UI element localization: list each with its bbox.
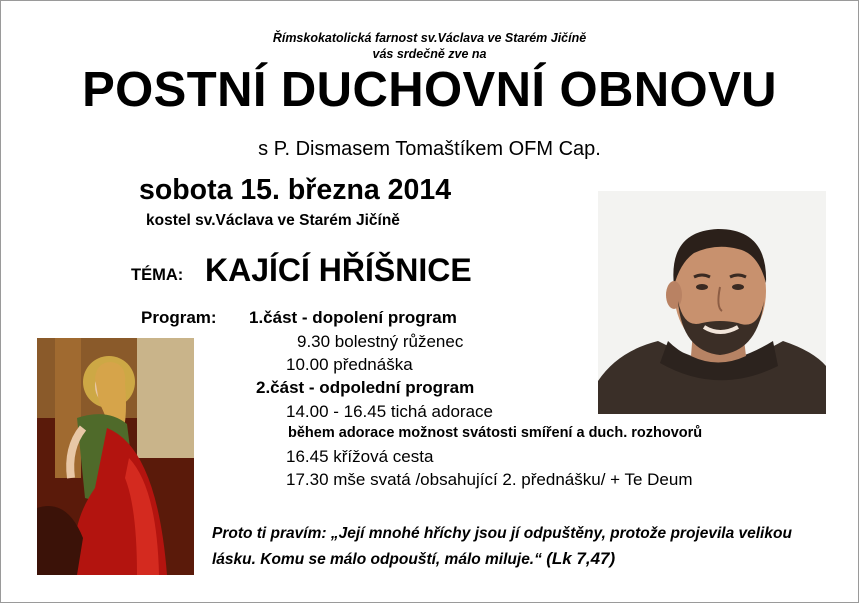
- poster-title: POSTNÍ DUCHOVNÍ OBNOVU: [82, 63, 777, 117]
- quote-reference: (Lk 7,47): [546, 549, 616, 568]
- program-item: 9.30 bolestný růženec: [297, 332, 464, 351]
- program-part1-title: 1.část - dopolení program: [249, 308, 457, 327]
- program-note: během adorace možnost svátosti smíření a duch. rozhovorů: [288, 425, 703, 441]
- painting-image: [37, 338, 194, 575]
- event-venue: kostel sv.Václava ve Starém Jičíně: [146, 212, 400, 229]
- program-item: 10.00 přednáška: [286, 355, 413, 374]
- event-date: sobota 15. března 2014: [139, 174, 452, 206]
- program-label: Program:: [141, 308, 217, 327]
- priest-portrait: [598, 191, 826, 414]
- invitation-line: vás srdečně zve na: [372, 47, 487, 61]
- quote-text: Proto ti pravím: „Její mnohé hříchy jsou jí odpuštěny, protože projevila velikou lásku. Komu se málo odpouští, málo miluje.“: [212, 525, 792, 568]
- program-item: 17.30 mše svatá /obsahující 2. přednášku/ + Te Deum: [286, 470, 693, 489]
- program-part2-title: 2.část - odpolední program: [256, 378, 475, 397]
- theme-value: KAJÍCÍ HŘÍŠNICE: [205, 252, 472, 288]
- parish-name: Římskokatolická farnost sv.Václava ve Starém Jičíně: [272, 31, 587, 45]
- theme-label: TÉMA:: [131, 266, 184, 284]
- program-item: 14.00 - 16.45 tichá adorace: [286, 402, 493, 421]
- bible-quote: [212, 521, 832, 572]
- program-item: 16.45 křížová cesta: [286, 447, 434, 466]
- speaker-line: s P. Dismasem Tomaštíkem OFM Cap.: [258, 138, 601, 160]
